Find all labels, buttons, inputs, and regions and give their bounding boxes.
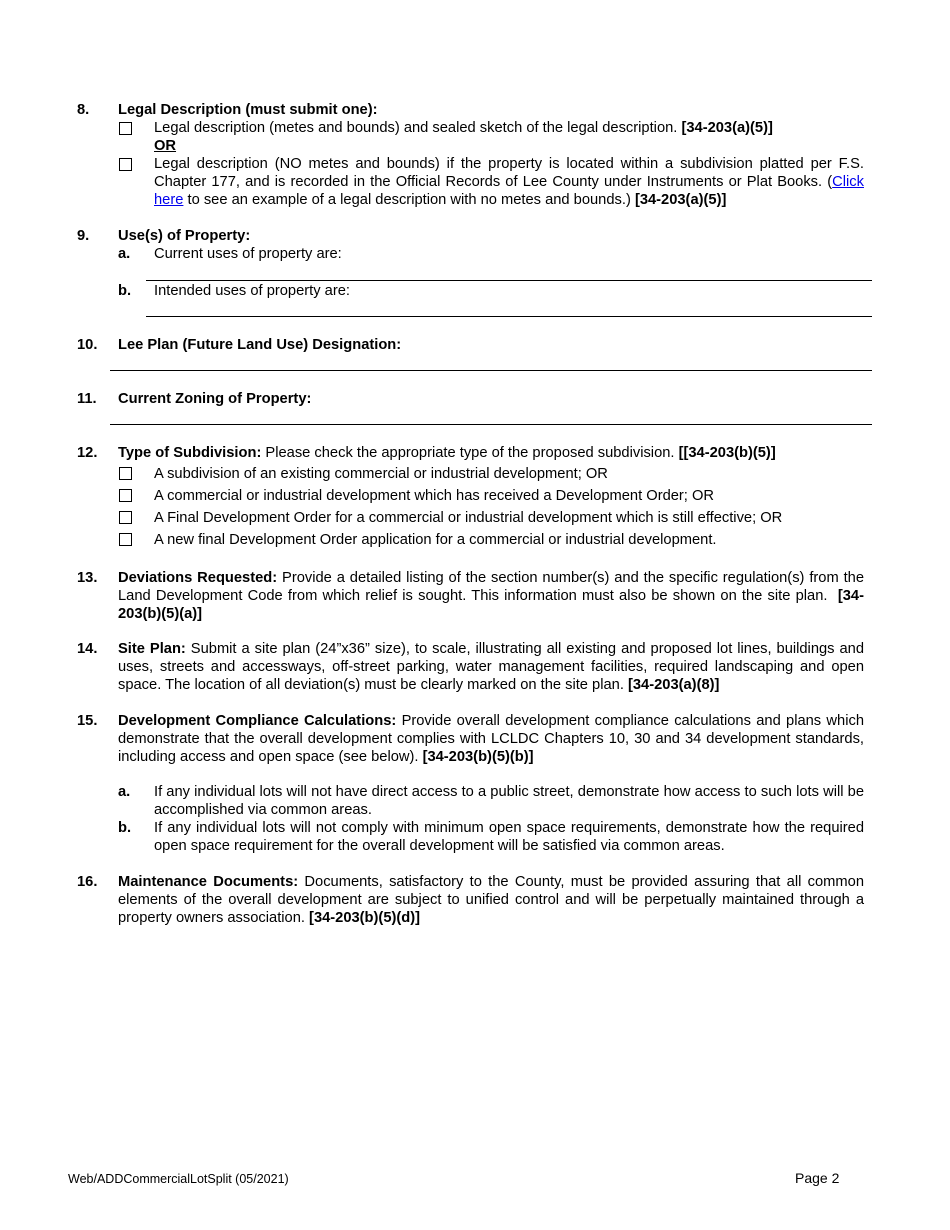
legal-description-metes-checkbox[interactable] xyxy=(119,122,132,135)
item-9-heading: Use(s) of Property: xyxy=(118,228,251,244)
click-here-link[interactable]: Click here xyxy=(154,174,864,208)
item-8-option-2: Legal description (NO metes and bounds) if the property is located within a subdivision platted per F.S. Chapter 177, and is recorded in the Official Records of Lee County under Instruments or Plat Books. (Click here to see an example of a legal description with no metes and bounds.) [34-203(a)(5)] xyxy=(154,156,864,208)
item-14-number: 14. xyxy=(77,641,98,657)
intended-uses-line[interactable] xyxy=(146,316,872,317)
or-label: OR xyxy=(154,138,177,154)
subdivision-type-checkbox-2[interactable] xyxy=(119,489,132,502)
item-8-option-1: Legal description (metes and bounds) and sealed sketch of the legal description. [34-203(a)(5)] xyxy=(154,120,773,136)
current-uses-label: Current uses of property are: xyxy=(154,246,342,262)
subdivision-type-option-1: A subdivision of an existing commercial or industrial development; OR xyxy=(154,466,608,482)
item-11-heading: Current Zoning of Property: xyxy=(118,391,312,407)
subdivision-type-option-4: A new final Development Order application for a commercial or industrial development. xyxy=(154,532,717,548)
item-9a-label: a. xyxy=(118,246,131,262)
subdivision-type-option-3: A Final Development Order for a commercial or industrial development which is still effective; OR xyxy=(154,510,783,526)
item-13-number: 13. xyxy=(77,570,98,586)
item-15-number: 15. xyxy=(77,713,98,729)
item-15b-label: b. xyxy=(118,820,132,836)
item-12-number: 12. xyxy=(77,445,98,461)
item-8-number: 8. xyxy=(77,102,90,118)
item-16-text: Maintenance Documents: Documents, satisfactory to the County, must be provided assuring that all common elements of the overall development are subject to unified control and will be perpetually maintained through a property owners association. [34-203(b)(5)(d)] xyxy=(118,874,864,926)
subdivision-type-option-2: A commercial or industrial development which has received a Development Order; OR xyxy=(154,488,715,504)
item-12-text: Type of Subdivision: Please check the appropriate type of the proposed subdivision. [[34-203(b)(5)] xyxy=(118,445,776,461)
item-9-number: 9. xyxy=(77,228,90,244)
item-15a-label: a. xyxy=(118,784,131,800)
page-number: Page 2 xyxy=(795,1170,840,1186)
current-uses-line[interactable] xyxy=(146,280,872,281)
legal-description-no-metes-checkbox[interactable] xyxy=(119,158,132,171)
item-15b-text: If any individual lots will not comply with minimum open space requirements, demonstrate how the required open space requirement for the overall development will be satisfied via common areas. xyxy=(154,820,864,854)
item-10-heading: Lee Plan (Future Land Use) Designation: xyxy=(118,337,402,353)
item-11-number: 11. xyxy=(77,391,97,407)
item-16-number: 16. xyxy=(77,874,98,890)
item-8-heading: Legal Description (must submit one): xyxy=(118,102,378,118)
current-zoning-line[interactable] xyxy=(110,424,872,425)
item-15-text: Development Compliance Calculations: Provide overall development compliance calculations and plans which demonstrate that the overall development complies with LCLDC Chapters 10, 30 and 34 development standards, including access and open space (see below). [34-203(b)(5)(b)] xyxy=(118,713,864,765)
item-9b-label: b. xyxy=(118,283,132,299)
subdivision-type-checkbox-1[interactable] xyxy=(119,467,132,480)
item-15a-text: If any individual lots will not have direct access to a public street, demonstrate how access to such lots will be accomplished via common areas. xyxy=(154,784,864,818)
footer-form-id: Web/ADDCommercialLotSplit (05/2021) xyxy=(68,1172,289,1186)
lee-plan-designation-line[interactable] xyxy=(110,370,872,371)
item-10-number: 10. xyxy=(77,337,98,353)
intended-uses-label: Intended uses of property are: xyxy=(154,283,350,299)
subdivision-type-checkbox-3[interactable] xyxy=(119,511,132,524)
item-14-text: Site Plan: Submit a site plan (24”x36” size), to scale, illustrating all existing and proposed lot lines, buildings and uses, streets and accessways, off-street parking, water management facilities, required landscaping and open space. The location of all deviation(s) must be clearly marked on the site plan. [34-203(a)(8)] xyxy=(118,641,864,693)
subdivision-type-checkbox-4[interactable] xyxy=(119,533,132,546)
item-13-text: Deviations Requested: Provide a detailed listing of the section number(s) and the specific regulation(s) from the Land Development Code from which relief is sought. This information must also be shown on the site plan. [34-203(b)(5)(a)] xyxy=(118,570,864,622)
